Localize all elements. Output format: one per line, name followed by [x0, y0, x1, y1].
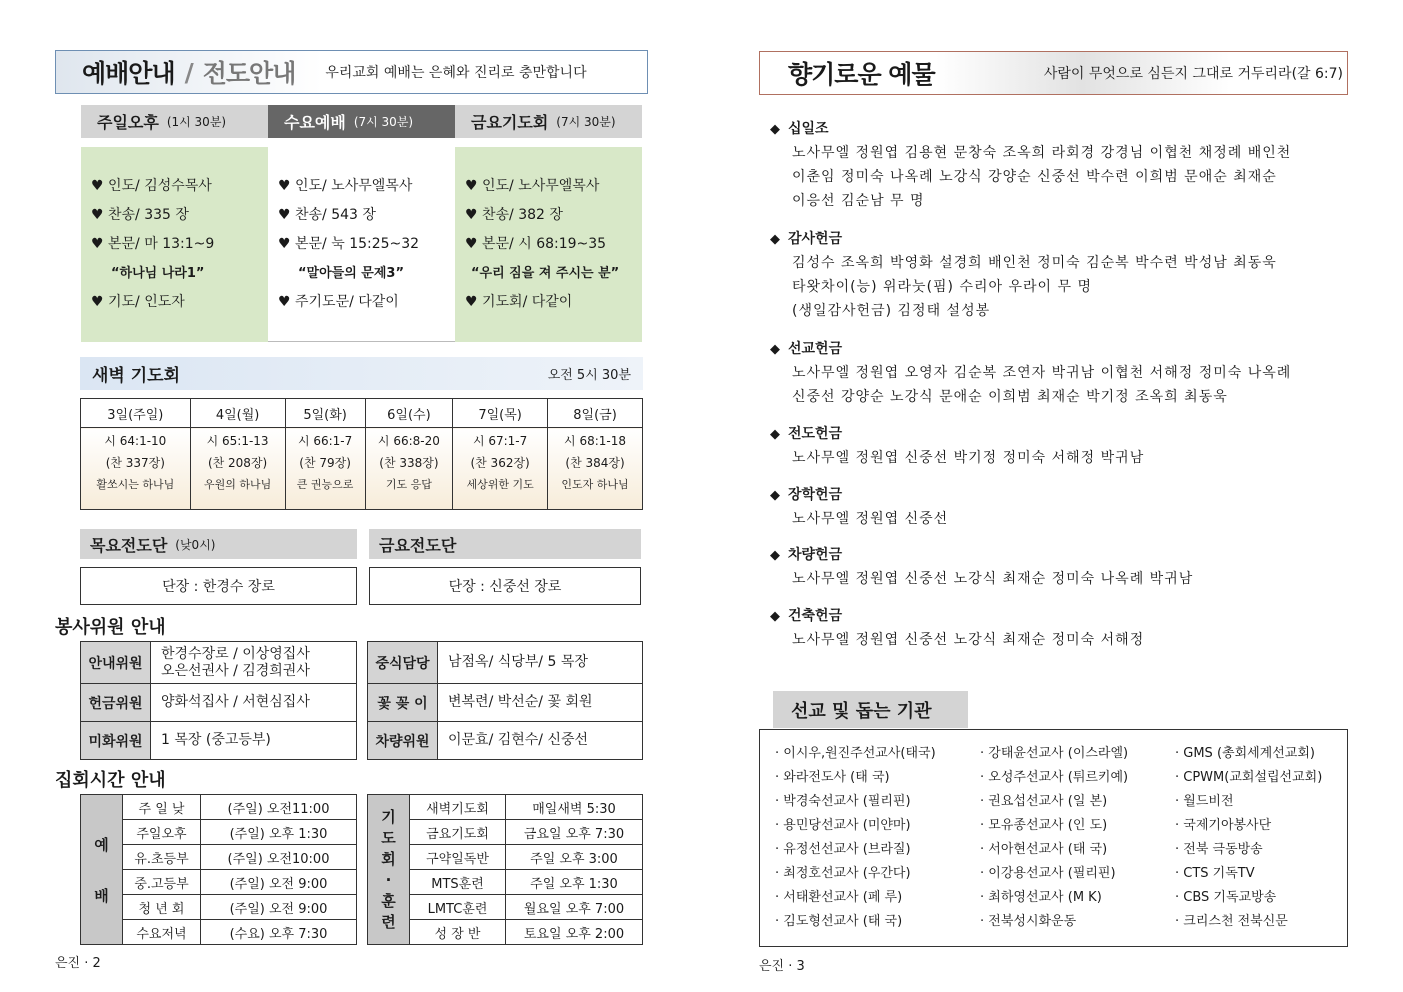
- mission-item: · 권요섭선교사 (일 본): [980, 794, 1108, 809]
- offering-building: [770, 605, 1345, 653]
- mission-item: · 최하영선교사 (M K): [980, 890, 1102, 905]
- day-cell: 4일(월): [190, 399, 285, 428]
- mission-item: · GMS (총회세계선교회): [1175, 746, 1315, 761]
- svc-name-sunday: 주일오후: [97, 113, 159, 132]
- meeting-name: 금요기도회: [410, 820, 506, 845]
- diamond-icon: ◆: [770, 232, 780, 247]
- meeting-time: 금요일 오후 7:30: [506, 820, 643, 845]
- side-char: 회: [381, 849, 396, 868]
- offering-title: [770, 118, 1345, 142]
- svc-head-sunday: [81, 105, 268, 138]
- diamond-icon: ◆: [770, 488, 780, 503]
- theme: 세상위한 기도: [466, 478, 534, 491]
- svc-line: ♥ 찬송/ 543 장: [278, 207, 376, 223]
- svc-time-wednesday: (7시 30분): [353, 115, 414, 129]
- meeting-name: 수요저녁: [123, 920, 201, 945]
- meeting-time: 토요일 오후 2:00: [506, 920, 643, 945]
- offering-title-text: 전도헌금: [788, 426, 843, 442]
- side-char: 예: [94, 835, 109, 854]
- scripture: 시 65:1-13: [206, 434, 269, 448]
- dawn-cell: [81, 428, 191, 510]
- mission-item: · 최정호선교사 (우간다): [775, 866, 911, 881]
- meeting-name: 새벽기도회: [410, 795, 506, 820]
- worship-times-table: [80, 794, 357, 945]
- theme: 우원의 하나님: [203, 478, 272, 491]
- vol-label: 차량위원: [368, 722, 438, 760]
- dawn-prayer-title: 새벽 기도회: [92, 366, 181, 386]
- svc-name-wednesday: 수요예배: [284, 113, 346, 132]
- meeting-name: LMTC훈련: [410, 895, 506, 920]
- offering-title-text: 감사헌금: [788, 231, 843, 247]
- theme: 기도 응답: [385, 478, 432, 491]
- missions-title: 선교 및 돕는 기관: [773, 691, 968, 728]
- svc-line: ♥ 기도회/ 다같이: [465, 294, 573, 310]
- dawn-cell: [285, 428, 365, 510]
- prayer-training-table: [367, 794, 643, 945]
- vol-label: 안내위원: [81, 642, 151, 684]
- mission-item: · 크리스천 전북신문: [1175, 914, 1288, 929]
- meeting-name: 중.고등부: [123, 870, 201, 895]
- offering-title: [770, 605, 1345, 629]
- offering-title-text: 차량헌금: [788, 547, 843, 563]
- offering-tithe: [770, 118, 1345, 214]
- side-char: 기: [381, 807, 396, 826]
- svc-line: ♥ 본문/ 시 68:19~35: [465, 236, 607, 252]
- offering-scholarship: [770, 484, 1345, 532]
- side-char: 도: [381, 828, 396, 847]
- hymn: (찬 384장): [565, 456, 625, 470]
- meeting-time: (주일) 오전 9:00: [201, 895, 357, 920]
- mission-item: · 유정선선교사 (브라질): [775, 842, 911, 857]
- hymn: (찬 337장): [105, 456, 165, 470]
- meeting-name: 주 일 낮: [123, 795, 201, 820]
- mission-item: · 월드비전: [1175, 794, 1234, 809]
- right-title-bar: [759, 51, 1348, 95]
- offering-title-text: 십일조: [788, 121, 829, 137]
- theme: 활쏘시는 하나님: [96, 478, 175, 491]
- thursday-evangelism-title: 목요전도단: [90, 535, 168, 555]
- day-cell: 7일(목): [453, 399, 548, 428]
- meeting-name: MTS훈련: [410, 870, 506, 895]
- title-slash: /: [184, 57, 193, 87]
- vol-value: [151, 642, 357, 684]
- sermon-title: “말아들의 문제3”: [298, 266, 405, 281]
- vol-label: 헌금위원: [81, 684, 151, 722]
- offering-title: [770, 484, 1345, 508]
- meeting-name: 유.초등부: [123, 845, 201, 870]
- missions-col-1: [775, 742, 936, 934]
- svc-time-sunday: (1시 30분): [166, 115, 227, 129]
- diamond-icon: ◆: [770, 609, 780, 624]
- missions-box: [759, 729, 1348, 947]
- offering-names: 노사무엘 정원엽 김용현 문창숙 조옥희 라회경 강경님 이협천 채정례 배인천: [792, 145, 1292, 161]
- meeting-time: (주일) 오전10:00: [201, 845, 357, 870]
- vol-value: 변복련/ 박선순/ 꽃 회원: [438, 684, 643, 722]
- mission-item: · 서아현선교사 (태 국): [980, 842, 1108, 857]
- dawn-cell: [365, 428, 453, 510]
- scripture: 시 66:1-7: [297, 434, 353, 448]
- dawn-prayer-table: [80, 398, 643, 510]
- svc-line: ♥ 인도/ 김성수목사: [91, 178, 212, 194]
- offering-title-text: 선교헌금: [788, 341, 843, 357]
- svc-line: ♥ 본문/ 마 13:1~9: [91, 236, 215, 252]
- offering-mission: [770, 338, 1345, 410]
- vol-value: 1 목장 (중고등부): [151, 722, 357, 760]
- svc-name-friday: 금요기도회: [471, 113, 549, 132]
- offering-names: 신중선 강양순 노강식 문애순 이희범 최재순 박기정 조옥희 최동욱: [792, 389, 1228, 405]
- side-char: 련: [381, 912, 396, 931]
- vol-value: 이문효/ 김현수/ 신중선: [438, 722, 643, 760]
- vol-label: 중식담당: [368, 642, 438, 684]
- hymn: (찬 208장): [207, 456, 268, 470]
- sermon-title: “하나님 나라1”: [111, 266, 205, 281]
- dawn-cell: [453, 428, 548, 510]
- vol-value-line: 한경수장로 / 이상영집사: [161, 645, 310, 662]
- day-cell: 3일(주일): [81, 399, 191, 428]
- offering-title: [770, 228, 1345, 252]
- offering-names: 김성수 조옥희 박영화 설경희 배인천 정미숙 김순복 박수련 박성남 최동욱: [792, 255, 1277, 271]
- meeting-name: 성 장 반: [410, 920, 506, 945]
- offering-names: 이응선 김순남 무 명: [792, 193, 925, 209]
- svc-head-wednesday: [268, 105, 455, 138]
- mission-item: · 강태윤선교사 (이스라엘): [980, 746, 1129, 761]
- page-number-right: 은진 · 3: [759, 959, 805, 974]
- thursday-evangelism-leader: 단장 : 한경수 장로: [80, 567, 357, 605]
- mission-item: · CTS 기독TV: [1175, 866, 1255, 881]
- diamond-icon: ◆: [770, 427, 780, 442]
- svc-line: ♥ 기도/ 인도자: [91, 294, 185, 310]
- vol-label: 미화위원: [81, 722, 151, 760]
- mission-item: · 국제기아봉사단: [1175, 818, 1272, 833]
- hymn: (찬 338장): [379, 456, 439, 470]
- missions-col-3: [1175, 742, 1322, 934]
- hymn: (찬 362장): [470, 456, 530, 470]
- svc-body-sunday: [81, 147, 268, 342]
- theme: 인도자 하나님: [561, 478, 629, 491]
- offering-title: [770, 544, 1345, 568]
- offering-vehicle: [770, 544, 1345, 592]
- meeting-time: (주일) 오전 9:00: [201, 870, 357, 895]
- volunteers-table-left: [80, 641, 357, 760]
- offering-names: 노사무엘 정원엽 신중선 노강식 최재순 정미숙 나옥례 박귀남: [792, 571, 1194, 587]
- mission-item: · CPWM(교회설립선교회): [1175, 770, 1323, 785]
- day-cell: 5일(화): [285, 399, 365, 428]
- page-number-left: 은진 · 2: [55, 956, 101, 971]
- svc-time-friday: (7시 30분): [556, 115, 616, 129]
- offering-names: 노사무엘 정원엽 오영자 김순복 조연자 박귀남 이협천 서해정 정미숙 나옥례: [792, 365, 1292, 381]
- vol-value: 남점옥/ 식당부/ 5 목장: [438, 642, 643, 684]
- friday-evangelism-head: [369, 529, 641, 559]
- scripture: 시 68:1-18: [564, 434, 627, 448]
- offering-thanks: [770, 228, 1345, 324]
- mission-item: · 서태환선교사 (페 루): [775, 890, 903, 905]
- offering-evangelism: [770, 423, 1345, 471]
- mission-item: · 모유종선교사 (인 도): [980, 818, 1108, 833]
- day-cell: 6일(수): [365, 399, 453, 428]
- dawn-cell: [548, 428, 643, 510]
- mission-item: · 박경숙선교사 (필리핀): [775, 794, 911, 809]
- offering-title: [770, 338, 1345, 362]
- friday-evangelism-leader: 단장 : 신중선 장로: [369, 567, 641, 605]
- worship-side-label: [81, 795, 123, 945]
- svc-line: ♥ 찬송/ 382 장: [465, 207, 563, 223]
- day-cell: 8일(금): [548, 399, 643, 428]
- volunteers-table-right: [367, 641, 643, 760]
- offering-title-text: 장학헌금: [788, 487, 843, 503]
- svc-line: ♥ 주기도문/ 다같이: [278, 294, 399, 310]
- meeting-time: (주일) 오전11:00: [201, 795, 357, 820]
- volunteers-title: 봉사위원 안내: [55, 617, 166, 638]
- svc-line: ♥ 인도/ 노사무엘목사: [278, 178, 413, 194]
- meeting-name: 청 년 회: [123, 895, 201, 920]
- diamond-icon: ◆: [770, 548, 780, 563]
- mission-item: · 용민당선교사 (미얀마): [775, 818, 911, 833]
- mission-item: · 김도형선교사 (태 국): [775, 914, 903, 929]
- offering-names: 노사무엘 정원엽 신중선 박기정 정미숙 서해정 박귀남: [792, 450, 1145, 466]
- mission-item: · 오성주선교사 (튀르키예): [980, 770, 1129, 785]
- meeting-time: (주일) 오후 1:30: [201, 820, 357, 845]
- hymn: (찬 79장): [299, 456, 351, 470]
- svc-head-friday: [455, 105, 642, 138]
- meeting-time: 월요일 오후 7:00: [506, 895, 643, 920]
- meeting-time: (수요) 오후 7:30: [201, 920, 357, 945]
- mission-item: · 전북 극동방송: [1175, 842, 1263, 857]
- offering-names: 노사무엘 정원엽 신중선: [792, 511, 949, 527]
- diamond-icon: ◆: [770, 122, 780, 137]
- missions-col-2: [980, 742, 1128, 934]
- sermon-title: “우리 짐을 져 주시는 분”: [471, 266, 620, 281]
- offering-names: 노사무엘 정원엽 신중선 노강식 최재순 정미숙 서해정: [792, 632, 1145, 648]
- mission-item: · 이강용선교사 (필리핀): [980, 866, 1116, 881]
- svc-body-friday: [455, 147, 642, 342]
- side-char: 배: [94, 886, 109, 905]
- dawn-cell: [190, 428, 285, 510]
- prayer-side-label: [368, 795, 410, 945]
- scripture: 시 64:1-10: [104, 434, 167, 448]
- meeting-time: 주일 오후 1:30: [506, 870, 643, 895]
- meetings-title: 집회시간 안내: [55, 770, 166, 791]
- vol-label: 꽃 꽂 이: [368, 684, 438, 722]
- thursday-evangelism-note: (낮0시): [175, 537, 216, 552]
- diamond-icon: ◆: [770, 342, 780, 357]
- mission-item: · 전북성시화운동: [980, 914, 1077, 929]
- meeting-time: 매일새벽 5:30: [506, 795, 643, 820]
- mission-item: · 와라전도사 (태 국): [775, 770, 890, 785]
- svc-line: ♥ 본문/ 눅 15:25~32: [278, 236, 420, 252]
- offerings-title: 향기로운 예물: [788, 60, 935, 89]
- offering-names: (생일감사헌금) 김정태 설성봉: [792, 303, 991, 319]
- mission-item: · 이시우,원진주선교사(태국): [775, 746, 936, 761]
- vol-value: 양화석집사 / 서현심집사: [151, 684, 357, 722]
- offering-names: 타왓차이(능) 위라눗(핌) 수리아 우라이 무 명: [792, 279, 1093, 295]
- friday-evangelism-title: 금요전도단: [379, 535, 457, 555]
- meeting-name: 주일오후: [123, 820, 201, 845]
- meeting-name: 구약일독반: [410, 845, 506, 870]
- left-title-bar: [55, 50, 648, 94]
- dawn-prayer-header: [80, 357, 643, 390]
- theme: 큰 권능으로: [296, 478, 354, 491]
- dawn-prayer-time: 오전 5시 30분: [547, 368, 631, 383]
- scripture: 시 67:1-7: [472, 434, 528, 448]
- svc-line: ♥ 찬송/ 335 장: [91, 207, 189, 223]
- side-char: 훈: [381, 891, 396, 910]
- left-subtitle: 우리교회 예배는 은혜와 진리로 충만합니다: [325, 65, 587, 81]
- thursday-evangelism-head: [80, 529, 357, 559]
- scripture: 시 66:8-20: [377, 434, 440, 448]
- svc-body-wednesday: [268, 147, 455, 342]
- offering-title-text: 건축헌금: [788, 608, 843, 624]
- vol-value-line: 오은선권사 / 김경희권사: [161, 662, 310, 679]
- offering-title: [770, 423, 1345, 447]
- mission-item: · CBS 기독교방송: [1175, 890, 1277, 905]
- meeting-time: 주일 오후 3:00: [506, 845, 643, 870]
- right-subtitle: 사람이 무엇으로 심든지 그대로 거두리라(갈 6:7): [1043, 66, 1343, 82]
- evangelism-guide-title: 전도안내: [202, 59, 296, 88]
- svc-line: ♥ 인도/ 노사무엘목사: [465, 178, 600, 194]
- side-char: ·: [385, 870, 392, 889]
- worship-guide-title: 예배안내: [82, 59, 175, 88]
- offering-names: 이춘임 정미숙 나옥례 노강식 강양순 신중선 박수련 이희범 문애순 최재순: [792, 169, 1277, 185]
